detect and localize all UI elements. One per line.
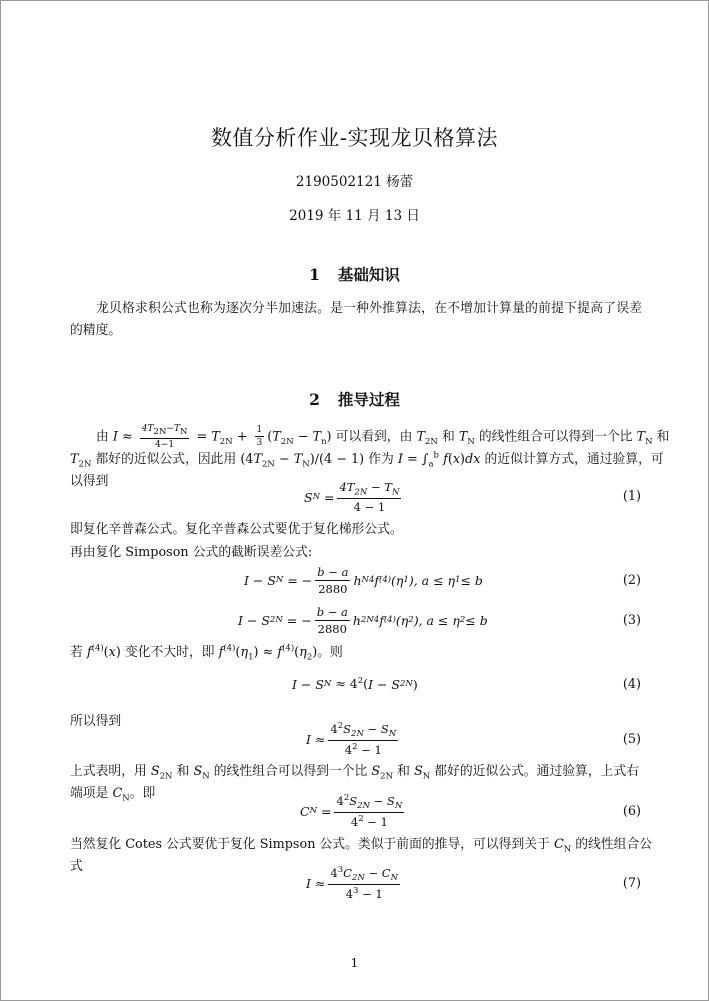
cotes-line-1: 当然复化 Cotes 公式要优于复化 Simpson 公式。类似于前面的推导，可以得到关于 $C_N$ 的线性组合公 <box>70 837 653 855</box>
section-2-heading <box>0 388 709 410</box>
page-number: 1 <box>350 955 359 970</box>
explain-line-1: 上式表明，用 $S_{2N}$ 和 $S_N$ 的线性组合可以得到一个比 $S_{2N}$ 和 $S_N$ 都好的近似公式。通过验算，上式右 <box>70 764 640 782</box>
equation-number: (3) <box>622 613 641 628</box>
derivation-line-1: 由 I ≈ $\frac{4T_{2N}-T_N}{4-1}$ = $T_{2N}$ + $\frac{1}{3}$ $(T_{2N} - T_n)$ 可以看到，由 $T_{2N}$ 和 $T_N$ 的线性组合可以得到一个比 $T_N$ 和 <box>96 424 670 450</box>
simpson-note: 即复化辛普森公式。复化辛普森公式要优于复化梯形公式。 <box>70 522 403 537</box>
section-title: 基础知识 <box>337 265 400 284</box>
section-number: 1 <box>309 265 320 284</box>
equation-6: C N = $\frac{4^2S_{2N} - S_N}{4^2 - 1}$ <box>300 793 403 829</box>
derivation-line-3: 以得到 <box>70 474 109 489</box>
equation-number: (2) <box>622 573 641 588</box>
condition-line: 若 $f^{(4)}(x)$ 变化不大时，即 $f^{(4)}(\eta_1) \approx f^{(4)}(\eta_2)$。则 <box>70 643 343 663</box>
error-intro: 再由复化 Simposon 公式的截断误差公式: <box>70 545 313 560</box>
equation-5: I ≈ $\frac{4^2S_{2N} - S_N}{4^2 - 1}$ <box>306 721 397 757</box>
equation-number: (1) <box>622 489 641 504</box>
derivation-line-2: $T_{2N}$ 都好的近似公式，因此用 $(4T_{2N} - T_N)/(4 - 1)$ 作为 $I = \int_a^b$ f(x)dx 的近似计算方式，通过验算，可 <box>70 450 664 470</box>
paper-title: 数值分析作业-实现龙贝格算法 <box>210 126 499 150</box>
date-line: 2019 年 11 月 13 日 <box>289 208 420 224</box>
equation-7: I ≈ $\frac{4^3C_{2N} - C_N}{4^3 - 1}$ <box>306 865 399 901</box>
so-get-line: 所以得到 <box>70 714 122 729</box>
section-1-paragraph: 龙贝格求积公式也称为逐次分半加速法。是一种外推算法，在不增加计算量的前提下提高了误差的精度。 <box>70 301 642 338</box>
section-1-heading <box>0 263 709 285</box>
equation-1: S N = $\frac{4T_{2N} - T_N}{4 - 1}$ <box>304 479 400 515</box>
equation-number: (4) <box>622 677 641 692</box>
equation-number: (6) <box>622 804 641 819</box>
equation-3: I − S 2N = − $\frac{b - a}{2880}$ h 2N 4 f (4) (η 2 ), a ≤ η 2 ≤ b <box>238 604 488 636</box>
equation-2: I − S N = − $\frac{b - a}{2880}$ h N 4 f (4) (η 1 ), a ≤ η 1 ≤ b <box>244 564 483 596</box>
author-line: 2190502121 杨蕾 <box>295 174 414 190</box>
equation-number: (7) <box>622 876 641 891</box>
cotes-line-2: 式 <box>70 859 83 874</box>
section-title: 推导过程 <box>337 390 400 409</box>
equation-number: (5) <box>622 732 641 747</box>
section-number: 2 <box>309 390 320 409</box>
explain-line-2: 端项是 $C_N$。即 <box>70 786 156 804</box>
equation-4: I − S N ≈ $4^2$( I − S 2N ) <box>292 676 418 692</box>
